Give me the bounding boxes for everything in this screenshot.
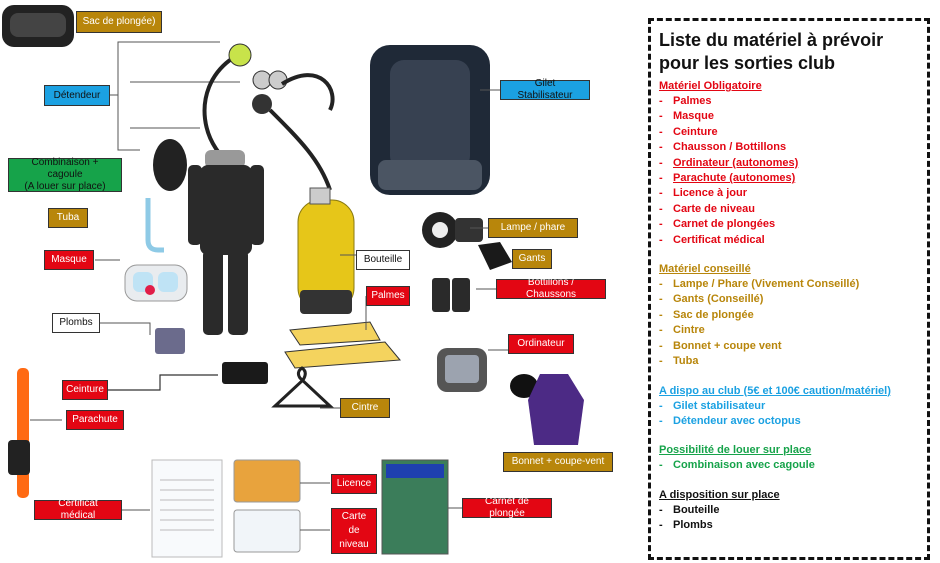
equipment-checklist-panel xyxy=(648,18,930,560)
label-plombs: Plombs xyxy=(52,313,100,333)
label-palmes: Palmes xyxy=(366,286,410,306)
label-ordinateur: Ordinateur xyxy=(508,334,574,354)
label-bonnet: Bonnet + coupe-vent xyxy=(503,452,613,472)
list-item xyxy=(659,171,919,186)
gloves-image xyxy=(478,242,512,270)
section-obligatoire-heading: Matériel Obligatoire xyxy=(659,80,762,92)
list-item: - Sac de plongée xyxy=(659,308,919,323)
list-item: - Palmes xyxy=(659,94,919,109)
smb-image xyxy=(8,368,30,498)
label-sac: Sac de plongée) xyxy=(76,11,162,33)
list-item: - Bonnet + coupe vent xyxy=(659,339,919,354)
certificate-image xyxy=(152,460,222,557)
list-item: - Chausson / Bottillons xyxy=(659,140,919,155)
label-combinaison-line1: Combinaison + cagoule xyxy=(31,157,99,180)
lamp-image xyxy=(422,212,483,248)
computer-image xyxy=(437,348,487,392)
label-gants: Gants xyxy=(512,249,552,269)
wetsuit-image xyxy=(188,150,264,335)
list-item: - Plombs xyxy=(659,518,919,533)
fins-image xyxy=(285,322,400,368)
label-bottillons: Bottillons / Chaussons xyxy=(496,279,606,299)
list-item: - Ceinture xyxy=(659,125,919,140)
label-certificat: Certificat médical xyxy=(34,500,122,520)
section-conseille-heading: Matériel conseillé xyxy=(659,263,751,276)
weights-image xyxy=(155,328,185,354)
belt-image xyxy=(222,362,268,384)
bcd-image xyxy=(370,45,490,195)
label-gilet: Gilet Stabilisateur xyxy=(500,80,590,100)
label-combinaison xyxy=(8,158,122,192)
label-bouteille: Bouteille xyxy=(356,250,410,270)
boots-image xyxy=(432,278,470,312)
section-place-heading: A disposition sur place xyxy=(659,488,780,501)
list-item: - Gants (Conseillé) xyxy=(659,292,919,307)
level-card-image xyxy=(234,510,300,552)
hanger-image xyxy=(275,368,330,406)
list-item: - Détendeur avec octopus xyxy=(659,414,919,429)
label-masque: Masque xyxy=(44,250,94,270)
label-lampe: Lampe / phare xyxy=(488,218,578,238)
label-carte-line3: niveau xyxy=(339,539,369,550)
label-ceinture: Ceinture xyxy=(62,380,108,400)
list-item: - Certificat médical xyxy=(659,233,919,248)
list-item xyxy=(659,156,919,171)
label-cintre: Cintre xyxy=(340,398,390,418)
checklist-title-line1: Liste du matériel à prévoir xyxy=(659,30,884,50)
list-item: - Lampe / Phare (Vivement Conseillé) xyxy=(659,277,919,292)
list-item: - Carte de niveau xyxy=(659,202,919,217)
list-item: - Tuba xyxy=(659,354,919,369)
mask-image xyxy=(125,265,187,301)
label-carte-line1: Carte xyxy=(341,511,367,522)
hood-image xyxy=(153,139,187,191)
list-item: - Carnet de plongées xyxy=(659,217,919,232)
list-item: - Masque xyxy=(659,109,919,124)
ordinateur-underlined: Ordinateur (autonomes) xyxy=(673,156,799,169)
label-carte-niveau xyxy=(331,508,377,554)
label-combinaison-line2: (A louer sur place) xyxy=(24,181,106,192)
checklist-title-line2: pour les sorties club xyxy=(659,53,836,73)
label-carnet: Carnet de plongée xyxy=(462,498,552,518)
section-dispo-heading: A dispo au club (5€ et 100€ caution/matériel) xyxy=(659,384,891,397)
label-parachute: Parachute xyxy=(66,410,124,430)
list-item: - Cintre xyxy=(659,323,919,338)
dive-bag-image xyxy=(2,5,74,47)
checklist-title xyxy=(659,29,919,75)
list-item: - Licence à jour xyxy=(659,186,919,201)
jacket-image xyxy=(528,374,584,445)
list-item: - Bouteille xyxy=(659,503,919,518)
license-card-image xyxy=(234,460,300,502)
label-tuba: Tuba xyxy=(48,208,88,228)
tank-image xyxy=(298,188,354,314)
list-item: - Combinaison avec cagoule xyxy=(659,458,919,473)
label-licence: Licence xyxy=(331,474,377,494)
label-carte-line2: de xyxy=(348,525,360,536)
section-louer-heading: Possibilité de louer sur place xyxy=(659,444,812,457)
list-item: - Gilet stabilisateur xyxy=(659,399,919,414)
label-detendeur: Détendeur xyxy=(44,85,110,106)
parachute-underlined: Parachute (autonomes) xyxy=(673,172,796,185)
